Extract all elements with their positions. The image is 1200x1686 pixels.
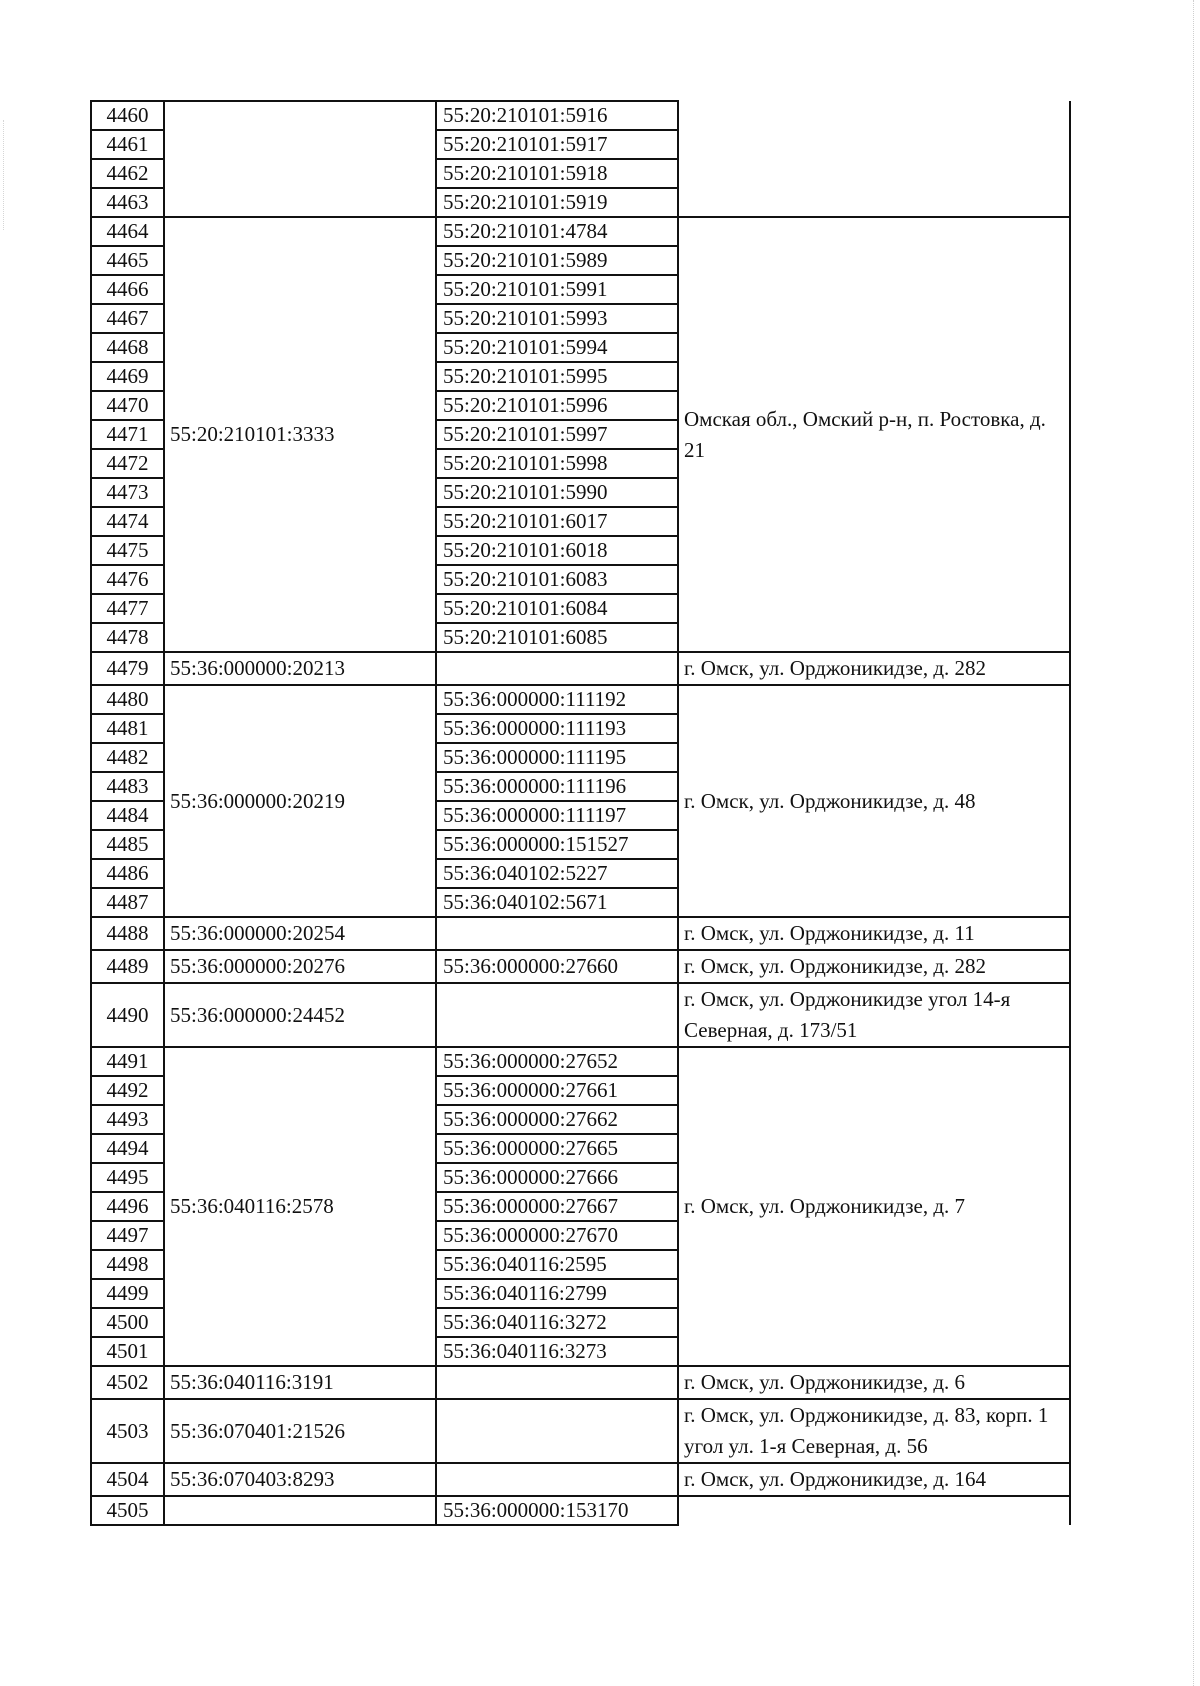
- row-number: 4491: [91, 1047, 164, 1076]
- child-cadastral-number: 55:20:210101:5993: [436, 304, 678, 333]
- row-number: 4467: [91, 304, 164, 333]
- row-number: 4468: [91, 333, 164, 362]
- row-number: 4505: [91, 1496, 164, 1525]
- object-address: г. Омск, ул. Орджоникидзе, д. 164: [678, 1463, 1070, 1496]
- child-cadastral-number: 55:36:000000:27670: [436, 1221, 678, 1250]
- parent-cadastral-number: 55:36:000000:20276: [164, 950, 436, 983]
- row-number: 4503: [91, 1399, 164, 1463]
- child-cadastral-number: 55:20:210101:5917: [436, 130, 678, 159]
- table-row: [91, 652, 1070, 685]
- table-row: [91, 217, 1070, 246]
- parent-cadastral-number: 55:36:000000:20213: [164, 652, 436, 685]
- table-row: [91, 917, 1070, 950]
- child-cadastral-number: 55:36:000000:111195: [436, 743, 678, 772]
- child-cadastral-number: 55:20:210101:6018: [436, 536, 678, 565]
- row-number: 4471: [91, 420, 164, 449]
- row-number: 4493: [91, 1105, 164, 1134]
- child-cadastral-number: 55:36:000000:27665: [436, 1134, 678, 1163]
- object-address: г. Омск, ул. Орджоникидзе, д. 83, корп. 1 угол ул. 1-я Северная, д. 56: [678, 1399, 1070, 1463]
- row-number: 4477: [91, 594, 164, 623]
- child-cadastral-number: 55:20:210101:5998: [436, 449, 678, 478]
- object-address: г. Омск, ул. Орджоникидзе, д. 7: [678, 1047, 1070, 1366]
- child-cadastral-number: 55:36:000000:151527: [436, 830, 678, 859]
- child-cadastral-number: 55:20:210101:5918: [436, 159, 678, 188]
- object-address: [678, 101, 1070, 217]
- row-number: 4489: [91, 950, 164, 983]
- child-cadastral-number: 55:20:210101:5991: [436, 275, 678, 304]
- row-number: 4478: [91, 623, 164, 652]
- parent-cadastral-number: 55:36:040116:2578: [164, 1047, 436, 1366]
- row-number: 4483: [91, 772, 164, 801]
- parent-cadastral-number: 55:36:000000:20219: [164, 685, 436, 917]
- row-number: 4499: [91, 1279, 164, 1308]
- parent-cadastral-number: [164, 101, 436, 217]
- child-cadastral-number: 55:36:040116:3272: [436, 1308, 678, 1337]
- child-cadastral-number: [436, 983, 678, 1047]
- object-address: г. Омск, ул. Орджоникидзе, д. 282: [678, 652, 1070, 685]
- table-body: [91, 101, 1070, 1525]
- row-number: 4481: [91, 714, 164, 743]
- row-number: 4488: [91, 917, 164, 950]
- child-cadastral-number: 55:36:040116:2595: [436, 1250, 678, 1279]
- child-cadastral-number: 55:36:000000:111197: [436, 801, 678, 830]
- row-number: 4463: [91, 188, 164, 217]
- table-row: [91, 950, 1070, 983]
- child-cadastral-number: 55:36:040116:3273: [436, 1337, 678, 1366]
- object-address: Омская обл., Омский р-н, п. Ростовка, д. 21: [678, 217, 1070, 652]
- child-cadastral-number: 55:20:210101:5916: [436, 101, 678, 130]
- child-cadastral-number: 55:36:000000:153170: [436, 1496, 678, 1525]
- child-cadastral-number: [436, 1366, 678, 1399]
- child-cadastral-number: 55:36:000000:111193: [436, 714, 678, 743]
- row-number: 4461: [91, 130, 164, 159]
- child-cadastral-number: 55:36:040116:2799: [436, 1279, 678, 1308]
- child-cadastral-number: [436, 917, 678, 950]
- cadastral-registry-table: [90, 100, 1071, 1526]
- row-number: 4475: [91, 536, 164, 565]
- object-address: г. Омск, ул. Орджоникидзе, д. 6: [678, 1366, 1070, 1399]
- row-number: 4473: [91, 478, 164, 507]
- child-cadastral-number: 55:20:210101:5995: [436, 362, 678, 391]
- row-number: 4470: [91, 391, 164, 420]
- row-number: 4474: [91, 507, 164, 536]
- table-row: [91, 1047, 1070, 1076]
- child-cadastral-number: 55:36:040102:5227: [436, 859, 678, 888]
- child-cadastral-number: 55:36:000000:27660: [436, 950, 678, 983]
- parent-cadastral-number: 55:36:070403:8293: [164, 1463, 436, 1496]
- scan-edge-mark: [3, 120, 4, 230]
- child-cadastral-number: 55:20:210101:6083: [436, 565, 678, 594]
- child-cadastral-number: 55:20:210101:6017: [436, 507, 678, 536]
- child-cadastral-number: 55:36:000000:27667: [436, 1192, 678, 1221]
- row-number: 4496: [91, 1192, 164, 1221]
- child-cadastral-number: [436, 1463, 678, 1496]
- table-row: [91, 685, 1070, 714]
- page-edge: [1193, 0, 1194, 1686]
- row-number: 4504: [91, 1463, 164, 1496]
- row-number: 4498: [91, 1250, 164, 1279]
- child-cadastral-number: 55:36:040102:5671: [436, 888, 678, 917]
- row-number: 4486: [91, 859, 164, 888]
- parent-cadastral-number: 55:36:040116:3191: [164, 1366, 436, 1399]
- child-cadastral-number: 55:20:210101:5990: [436, 478, 678, 507]
- table-row: [91, 1463, 1070, 1496]
- table-row: [91, 983, 1070, 1047]
- row-number: 4480: [91, 685, 164, 714]
- child-cadastral-number: 55:36:000000:111196: [436, 772, 678, 801]
- row-number: 4500: [91, 1308, 164, 1337]
- row-number: 4466: [91, 275, 164, 304]
- row-number: 4460: [91, 101, 164, 130]
- table-row: [91, 1496, 1070, 1525]
- child-cadastral-number: 55:36:000000:27652: [436, 1047, 678, 1076]
- row-number: 4502: [91, 1366, 164, 1399]
- parent-cadastral-number: 55:36:000000:20254: [164, 917, 436, 950]
- row-number: 4472: [91, 449, 164, 478]
- row-number: 4497: [91, 1221, 164, 1250]
- row-number: 4479: [91, 652, 164, 685]
- object-address: г. Омск, ул. Орджоникидзе, д. 282: [678, 950, 1070, 983]
- child-cadastral-number: 55:20:210101:5919: [436, 188, 678, 217]
- child-cadastral-number: 55:36:000000:111192: [436, 685, 678, 714]
- child-cadastral-number: 55:36:000000:27666: [436, 1163, 678, 1192]
- row-number: 4484: [91, 801, 164, 830]
- child-cadastral-number: [436, 1399, 678, 1463]
- child-cadastral-number: 55:20:210101:6085: [436, 623, 678, 652]
- row-number: 4469: [91, 362, 164, 391]
- child-cadastral-number: 55:20:210101:6084: [436, 594, 678, 623]
- row-number: 4495: [91, 1163, 164, 1192]
- object-address: г. Омск, ул. Орджоникидзе, д. 48: [678, 685, 1070, 917]
- parent-cadastral-number: [164, 1496, 436, 1525]
- row-number: 4485: [91, 830, 164, 859]
- table-row: [91, 101, 1070, 130]
- object-address: г. Омск, ул. Орджоникидзе, д. 11: [678, 917, 1070, 950]
- parent-cadastral-number: 55:20:210101:3333: [164, 217, 436, 652]
- child-cadastral-number: [436, 652, 678, 685]
- child-cadastral-number: 55:36:000000:27662: [436, 1105, 678, 1134]
- table-row: [91, 1399, 1070, 1463]
- row-number: 4476: [91, 565, 164, 594]
- child-cadastral-number: 55:20:210101:5996: [436, 391, 678, 420]
- row-number: 4482: [91, 743, 164, 772]
- object-address: г. Омск, ул. Орджоникидзе угол 14-я Северная, д. 173/51: [678, 983, 1070, 1047]
- row-number: 4464: [91, 217, 164, 246]
- child-cadastral-number: 55:36:000000:27661: [436, 1076, 678, 1105]
- child-cadastral-number: 55:20:210101:5989: [436, 246, 678, 275]
- child-cadastral-number: 55:20:210101:5997: [436, 420, 678, 449]
- parent-cadastral-number: 55:36:070401:21526: [164, 1399, 436, 1463]
- row-number: 4487: [91, 888, 164, 917]
- row-number: 4492: [91, 1076, 164, 1105]
- child-cadastral-number: 55:20:210101:4784: [436, 217, 678, 246]
- row-number: 4501: [91, 1337, 164, 1366]
- table-row: [91, 1366, 1070, 1399]
- row-number: 4462: [91, 159, 164, 188]
- row-number: 4490: [91, 983, 164, 1047]
- parent-cadastral-number: 55:36:000000:24452: [164, 983, 436, 1047]
- row-number: 4465: [91, 246, 164, 275]
- child-cadastral-number: 55:20:210101:5994: [436, 333, 678, 362]
- object-address: [678, 1496, 1070, 1525]
- row-number: 4494: [91, 1134, 164, 1163]
